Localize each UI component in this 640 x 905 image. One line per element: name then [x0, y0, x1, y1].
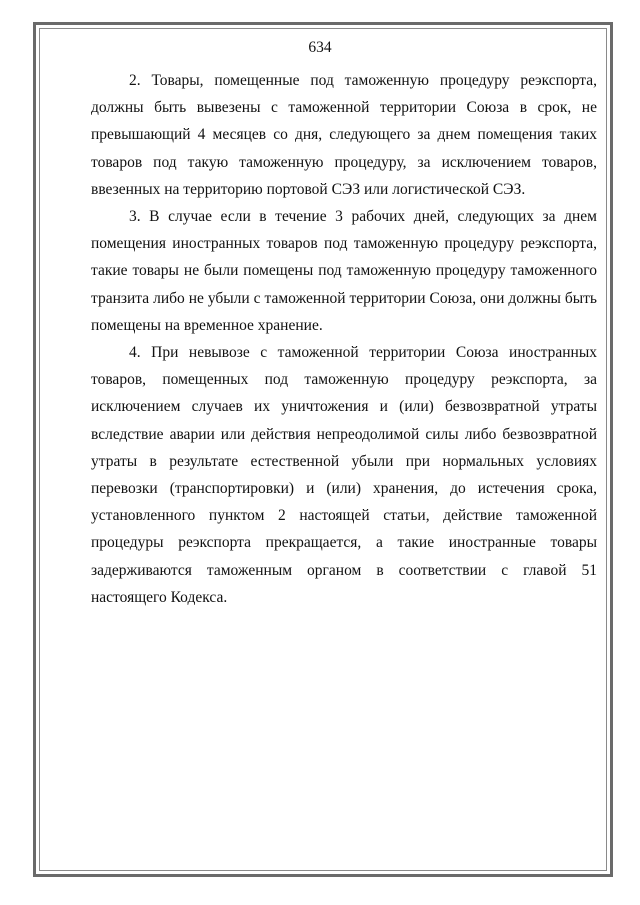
paragraph-2: 2. Товары, помещенные под таможенную процедуру реэкспорта, должны быть вывезены с таможенной территории Союза в срок, не превышающий 4 месяцев со дня, следующего за днем помещения таких товаров под такую таможенную процедуру, за исключением товаров, ввезенных на территорию портовой СЭЗ или логистической СЭЗ.: [91, 72, 597, 198]
paragraph-3: 3. В случае если в течение 3 рабочих дней, следующих за днем помещения иностранных товаров под таможенную процедуру реэкспорта, такие товары не были помещены под таможенную процедуру таможенного транзита либо не убыли с таможенной территории Союза, они должны быть помещены на временное хранение.: [91, 208, 597, 334]
document-body: [91, 67, 597, 611]
page-number: 634: [308, 39, 332, 56]
paragraph-4: 4. При невывозе с таможенной территории Союза иностранных товаров, помещенных под таможенную процедуру реэкспорта, за исключением случаев их уничтожения и (или) безвозвратной утраты вследствие аварии или действия непреодолимой силы либо безвозвратной утраты в результате естественной убыли при нормальных условиях перевозки (транспортировки) и (или) хранения, до истечения срока, установленного пунктом 2 настоящей статьи, действие таможенной процедуры реэкспорта прекращается, а такие иностранные товары задерживаются таможенным органом в соответствии с главой 51 настоящего Кодекса.: [91, 344, 597, 606]
